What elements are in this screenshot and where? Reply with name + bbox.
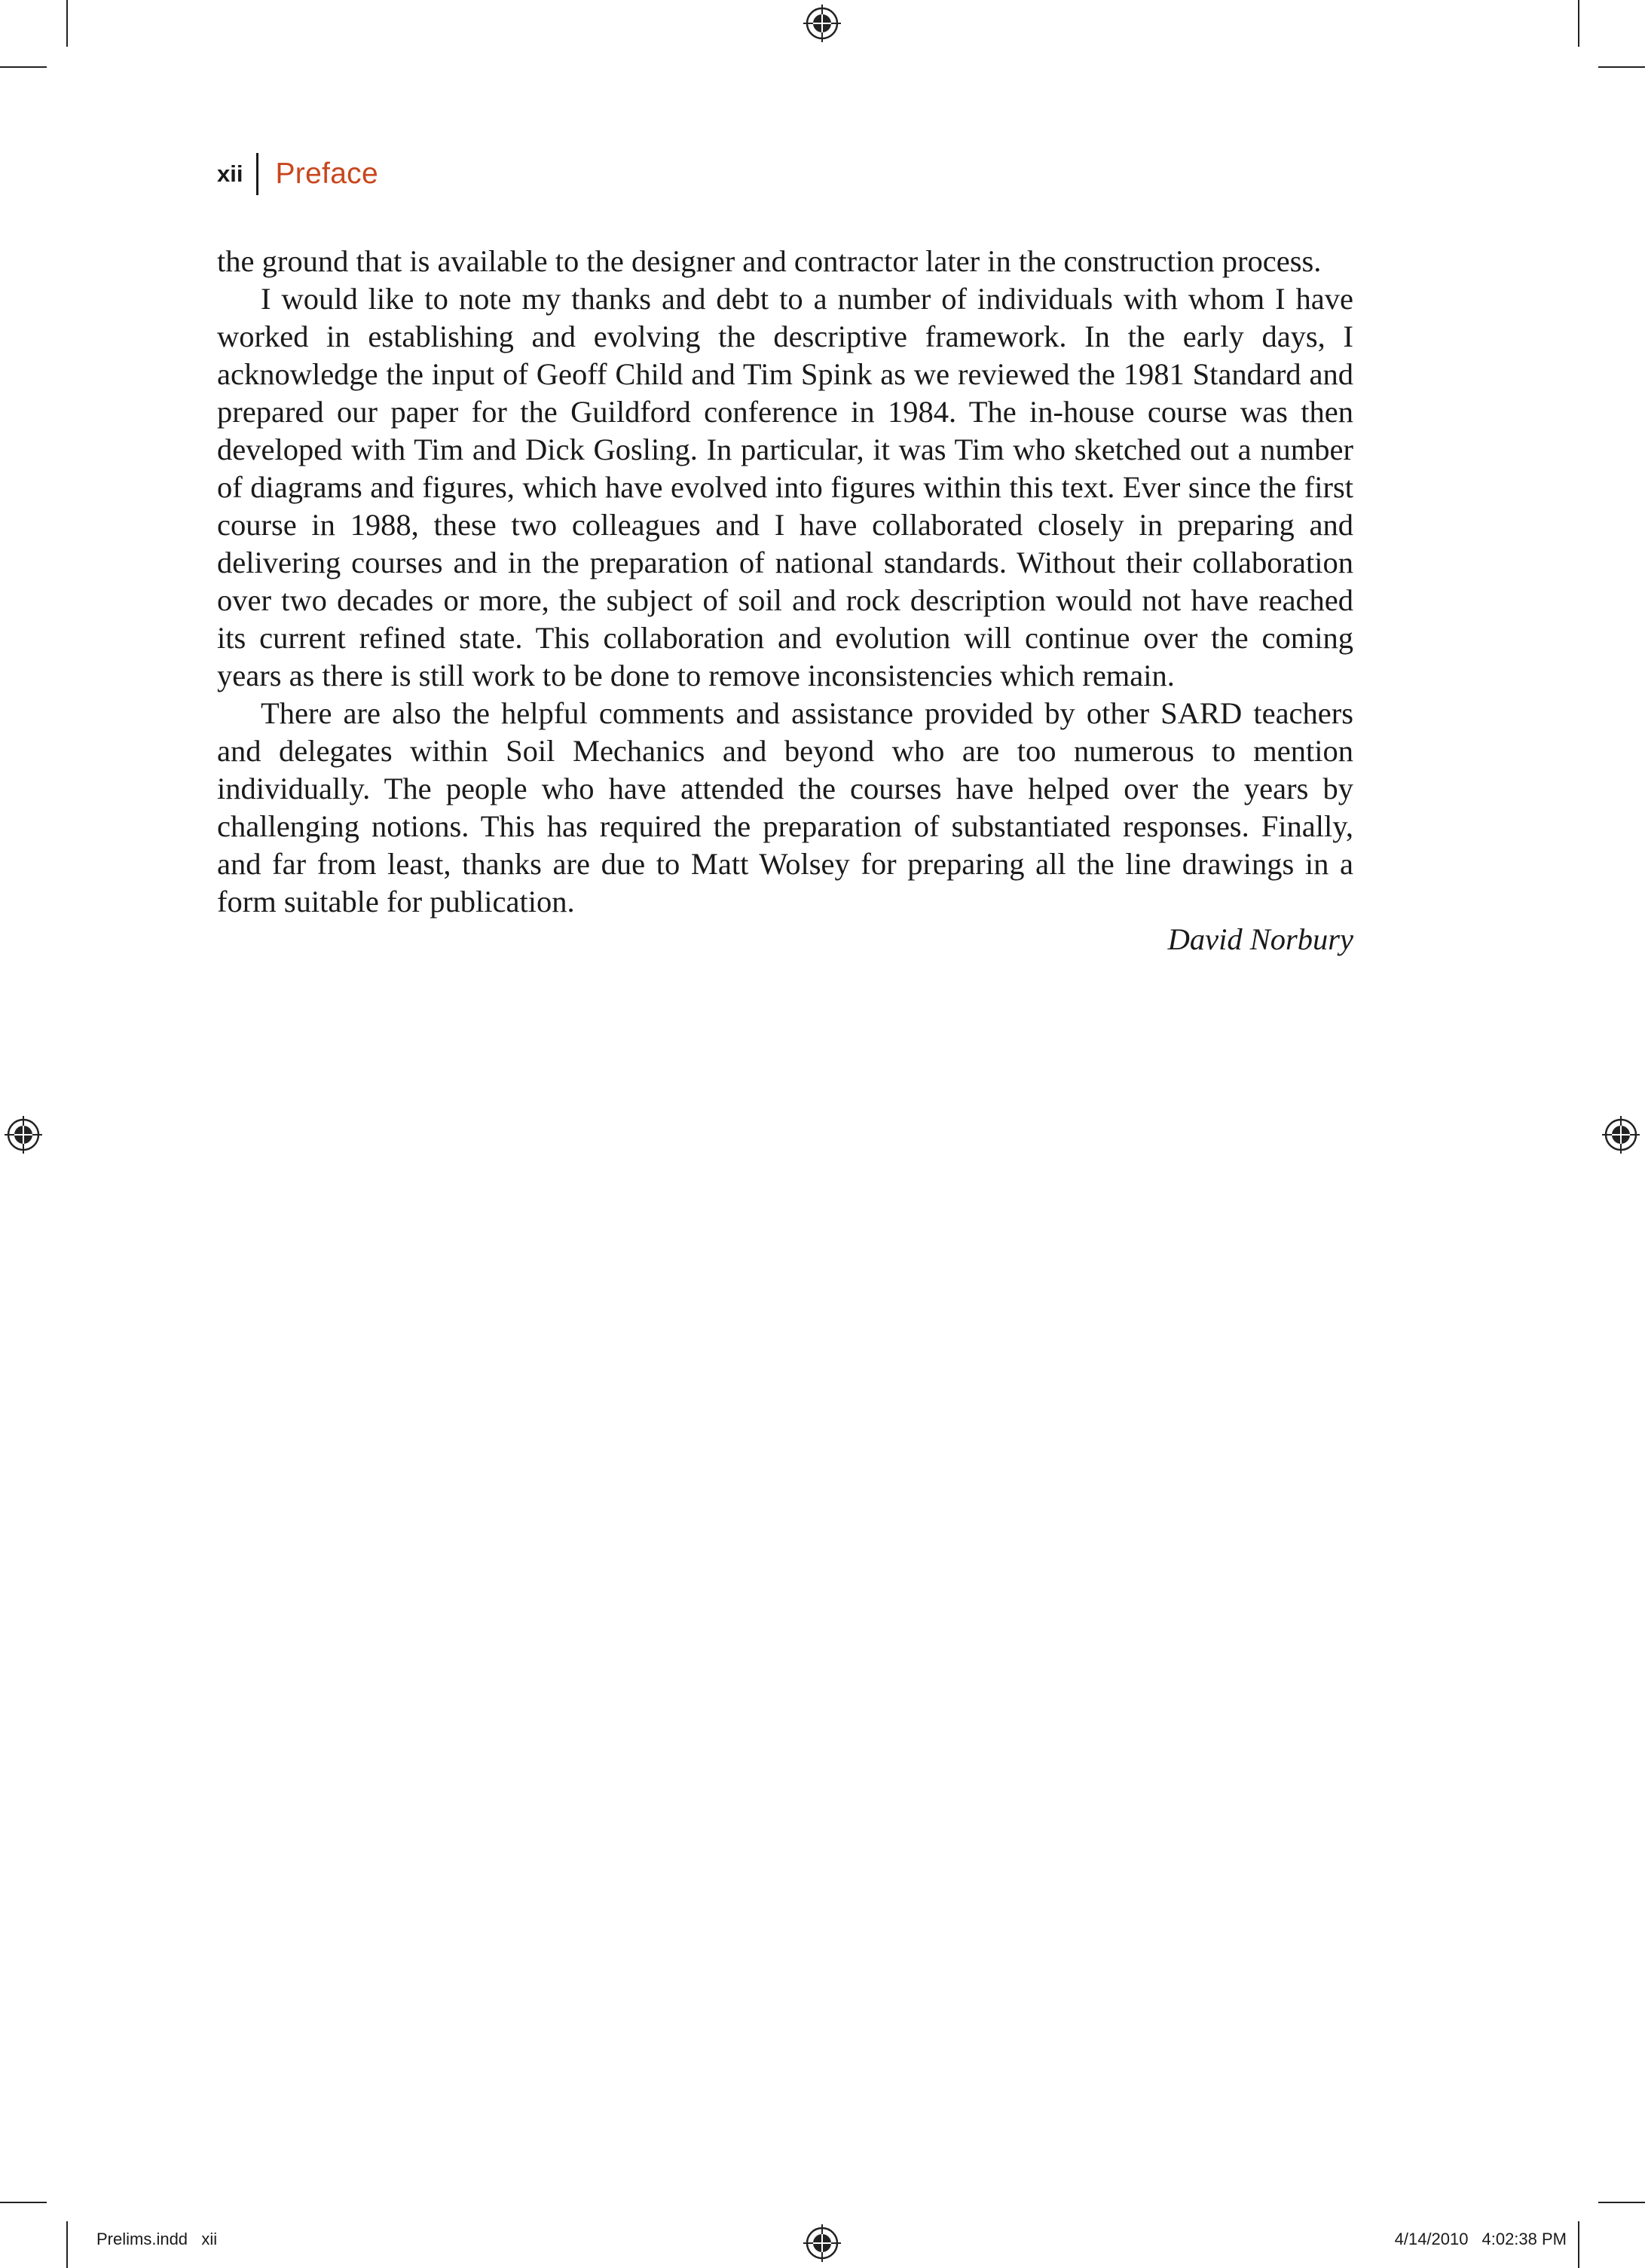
crop-mark-top-right-horizontal: [1598, 66, 1645, 68]
page-number: xii: [217, 160, 243, 187]
paragraph: There are also the helpful comments and assistance provided by other SARD teachers and delegates within Soil Mechanics and beyond who are too numerous to mention individually. The people who have attended the courses have helped over the years by challenging notions. This has required the preparation of substantiated responses. Finally, and far from least, thanks are due to Matt Wolsey for preparing all the line drawings in a form suitable for publication.: [217, 696, 1353, 919]
crop-mark-bottom-right-horizontal: [1598, 2202, 1645, 2203]
slug-date: 4/14/2010: [1394, 2230, 1469, 2248]
registration-mark-icon: [5, 1116, 42, 1154]
crop-mark-bottom-right-vertical: [1578, 2221, 1579, 2268]
slug-filename: Prelims.indd xii: [96, 2230, 218, 2248]
crop-mark-top-left-vertical: [66, 0, 68, 47]
crop-mark-top-left-horizontal: [0, 66, 47, 68]
running-head: [217, 153, 378, 195]
slug-time: 4:02:38 PM: [1481, 2230, 1567, 2248]
paragraph: I would like to note my thanks and debt to a number of individuals with whom I have worked in establishing and evolving the descriptive framework. In the early days, I acknowledge the input of Geoff Child and Tim Spink as we reviewed the 1981 Standard and prepared our paper for the Guildford conference in 1984. The in-house course was then developed with Tim and Dick Gosling. In particular, it was Tim who sketched out a number of diagrams and figures, which have evolved into figures within this text. Ever since the first course in 1988, these two colleagues and I have collaborated closely in preparing and delivering courses and in the preparation of national standards. Without their collaboration over two decades or more, the subject of soil and rock description would not have reached its current refined state. This collaboration and evolution will continue over the coming years as there is still work to be done to remove inconsistencies which remain.: [217, 282, 1353, 692]
crop-mark-bottom-left-horizontal: [0, 2202, 47, 2203]
section-title: Preface: [275, 157, 378, 190]
registration-mark-icon: [803, 2224, 841, 2262]
registration-mark-icon: [803, 5, 841, 42]
registration-mark-icon: [1602, 1116, 1640, 1154]
crop-mark-top-right-vertical: [1578, 0, 1579, 47]
slug-timestamp: [1395, 2230, 1567, 2249]
paragraph: the ground that is available to the designer and contractor later in the construction process.: [217, 244, 1322, 278]
crop-mark-bottom-left-vertical: [66, 2221, 68, 2268]
author-signature: David Norbury: [1167, 922, 1353, 956]
body-text: [217, 243, 1353, 958]
